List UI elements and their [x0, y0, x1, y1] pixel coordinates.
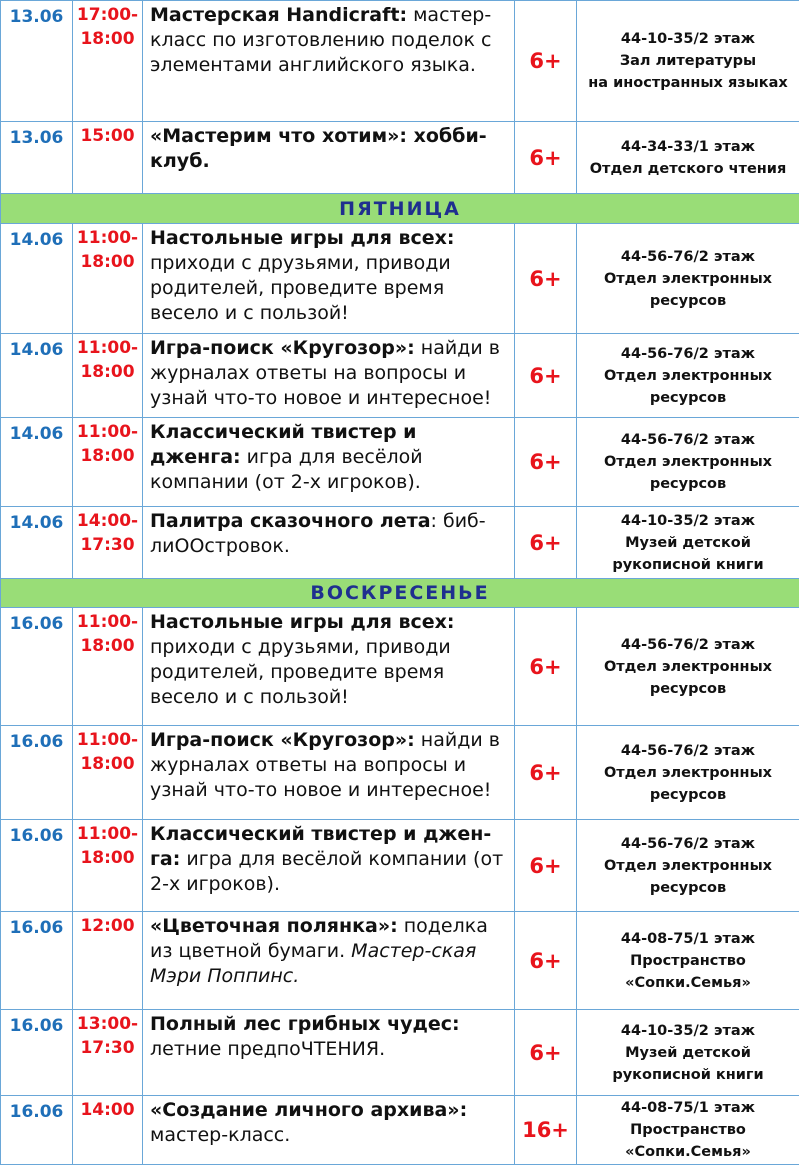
event-time [73, 912, 143, 1010]
location-place: Отдел электронных [577, 451, 799, 473]
location-place: Отдел электронных [577, 656, 799, 678]
event-title-bold: Классический твистер и дженга: [150, 421, 416, 468]
event-title [143, 507, 515, 579]
event-title-bold: «Создание личного архива»: [150, 1099, 467, 1121]
event-location [577, 1, 799, 122]
event-time-start: 11:00- [73, 822, 142, 846]
location-place-line2: ресурсов [577, 473, 799, 495]
day-label: ВОСКРЕСЕНЬЕ [1, 579, 799, 608]
event-title [143, 820, 515, 912]
age-rating: 6+ [515, 726, 577, 820]
event-time-start: 14:00- [73, 509, 142, 533]
event-date: 16.06 [1, 820, 73, 912]
location-place: Музей детской [577, 1042, 799, 1064]
event-date: 14.06 [1, 418, 73, 507]
event-time-start: 13:00- [73, 1012, 142, 1036]
event-time [73, 1, 143, 122]
event-time-start: 15:00 [73, 124, 142, 148]
event-title-rest: мастер-класс по изготовлению поделок с элементами английского языка. [150, 4, 491, 76]
location-place-line2: рукописной книги [577, 1064, 799, 1086]
location-phone: 44-56-76/2 этаж [577, 246, 799, 268]
location-phone: 44-10-35/2 этаж [577, 1020, 799, 1042]
event-time-start: 11:00- [73, 728, 142, 752]
age-rating: 6+ [515, 820, 577, 912]
event-title-bold: «Мастерим что хотим»: хобби-клуб. [150, 125, 487, 172]
age-rating: 6+ [515, 912, 577, 1010]
event-time-start: 11:00- [73, 336, 142, 360]
event-time-end: 18:00 [73, 250, 142, 274]
event-date: 14.06 [1, 334, 73, 418]
event-date: 16.06 [1, 912, 73, 1010]
event-time-end: 18:00 [73, 360, 142, 384]
event-title-rest: летние предпоЧТЕНИЯ. [150, 1038, 385, 1060]
event-date: 13.06 [1, 1, 73, 122]
event-time-start: 12:00 [73, 914, 142, 938]
event-title-bold: Игра-поиск «Кругозор»: [150, 337, 415, 359]
event-title [143, 1096, 515, 1165]
event-row [1, 418, 799, 507]
event-time-end: 18:00 [73, 27, 142, 51]
age-rating: 6+ [515, 418, 577, 507]
event-time-end: 18:00 [73, 444, 142, 468]
location-place: Отдел электронных [577, 365, 799, 387]
event-title-bold: «Цветочная полянка»: [150, 915, 398, 937]
age-rating: 6+ [515, 1010, 577, 1096]
event-title [143, 608, 515, 726]
location-place-line2: ресурсов [577, 678, 799, 700]
event-time-start: 11:00- [73, 420, 142, 444]
event-row [1, 1010, 799, 1096]
event-location [577, 912, 799, 1010]
location-place: Пространство [577, 1119, 799, 1141]
event-location [577, 122, 799, 194]
location-place: Музей детской [577, 532, 799, 554]
event-row [1, 1096, 799, 1165]
day-header-friday [1, 194, 799, 224]
location-phone: 44-56-76/2 этаж [577, 343, 799, 365]
event-title-rest: : биб-лиООстровок. [150, 510, 486, 557]
location-place-line2: «Сопки.Семья» [577, 972, 799, 994]
event-title [143, 1, 515, 122]
location-place: Отдел электронных [577, 268, 799, 290]
event-title-bold: Палитра сказочного лета [150, 510, 431, 532]
location-phone: 44-10-35/2 этаж [577, 510, 799, 532]
event-title [143, 224, 515, 334]
event-time-end: 18:00 [73, 634, 142, 658]
event-title-bold: Полный лес грибных чудес: [150, 1013, 460, 1035]
event-date: 14.06 [1, 507, 73, 579]
location-phone: 44-56-76/2 этаж [577, 740, 799, 762]
event-title [143, 334, 515, 418]
event-time [73, 224, 143, 334]
location-phone: 44-34-33/1 этаж [577, 136, 799, 158]
event-title-bold: Настольные игры для всех: [150, 611, 455, 633]
event-location [577, 507, 799, 579]
event-title [143, 912, 515, 1010]
day-label: ПЯТНИЦА [1, 194, 799, 224]
event-time [73, 418, 143, 507]
event-time [73, 726, 143, 820]
event-date: 14.06 [1, 224, 73, 334]
event-location [577, 820, 799, 912]
event-time-end: 17:30 [73, 533, 142, 557]
event-title-italic: Мастер-ская Мэри Поппинс. [150, 940, 476, 987]
event-row [1, 608, 799, 726]
event-location [577, 726, 799, 820]
event-time [73, 1096, 143, 1165]
event-title-bold: Игра-поиск «Кругозор»: [150, 729, 415, 751]
age-rating: 6+ [515, 608, 577, 726]
event-title [143, 418, 515, 507]
event-row [1, 726, 799, 820]
location-phone: 44-56-76/2 этаж [577, 429, 799, 451]
location-place-line2: рукописной книги [577, 554, 799, 576]
event-location [577, 1010, 799, 1096]
location-place-line2: ресурсов [577, 784, 799, 806]
location-place: Отдел детского чтения [577, 158, 799, 180]
event-title-rest: игра для весёлой компании (от 2-х игроков). [150, 848, 503, 895]
event-row [1, 224, 799, 334]
event-date: 16.06 [1, 608, 73, 726]
event-title [143, 122, 515, 194]
event-time-start: 11:00- [73, 226, 142, 250]
event-row [1, 122, 799, 194]
event-row [1, 820, 799, 912]
event-time [73, 608, 143, 726]
event-title-bold: Классический твистер и джен-га: [150, 823, 491, 870]
age-rating: 6+ [515, 224, 577, 334]
event-title-rest: найди в журналах ответы на вопросы и узнай что-то новое и интересное! [150, 337, 500, 409]
event-title-rest: мастер-класс. [150, 1124, 290, 1146]
event-title [143, 726, 515, 820]
event-location [577, 418, 799, 507]
location-place: Отдел электронных [577, 855, 799, 877]
location-place-line2: ресурсов [577, 877, 799, 899]
location-place-line2: «Сопки.Семья» [577, 1141, 799, 1163]
event-row [1, 1, 799, 122]
day-header-sunday [1, 579, 799, 608]
event-time-start: 17:00- [73, 3, 142, 27]
event-time-end: 18:00 [73, 846, 142, 870]
age-rating: 6+ [515, 1, 577, 122]
event-title-rest: найди в журналах ответы на вопросы и узнай что-то новое и интересное! [150, 729, 500, 801]
location-phone: 44-08-75/1 этаж [577, 928, 799, 950]
age-rating: 6+ [515, 334, 577, 418]
event-row [1, 507, 799, 579]
location-phone: 44-56-76/2 этаж [577, 833, 799, 855]
age-rating: 6+ [515, 122, 577, 194]
event-time [73, 334, 143, 418]
event-row [1, 334, 799, 418]
event-date: 16.06 [1, 726, 73, 820]
location-phone: 44-56-76/2 этаж [577, 634, 799, 656]
event-location [577, 608, 799, 726]
event-row [1, 912, 799, 1010]
event-title-rest: поделка из цветной бумаги. [150, 915, 488, 962]
event-title-bold: Настольные игры для всех: [150, 227, 455, 249]
age-rating: 16+ [515, 1096, 577, 1165]
location-phone: 44-08-75/1 этаж [577, 1097, 799, 1119]
event-title-rest: игра для весёлой компании (от 2-х игроков). [150, 446, 423, 493]
event-time-start: 14:00 [73, 1098, 142, 1122]
event-location [577, 334, 799, 418]
event-time-end: 18:00 [73, 752, 142, 776]
event-time-start: 11:00- [73, 610, 142, 634]
location-place-line2: ресурсов [577, 387, 799, 409]
event-time [73, 820, 143, 912]
event-time-end: 17:30 [73, 1036, 142, 1060]
event-title-rest: приходи с друзьями, приводи родителей, проведите время весело и с пользой! [150, 636, 451, 708]
location-phone: 44-10-35/2 этаж [577, 28, 799, 50]
location-place-line2: на иностранных языках [577, 72, 799, 94]
event-location [577, 224, 799, 334]
event-date: 16.06 [1, 1010, 73, 1096]
event-time [73, 122, 143, 194]
event-date: 16.06 [1, 1096, 73, 1165]
location-place: Зал литературы [577, 50, 799, 72]
event-title-bold: Мастерская Handicraft: [150, 4, 407, 26]
event-time [73, 1010, 143, 1096]
event-time [73, 507, 143, 579]
event-title [143, 1010, 515, 1096]
location-place: Отдел электронных [577, 762, 799, 784]
age-rating: 6+ [515, 507, 577, 579]
event-title-rest: приходи с друзьями, приводи родителей, проведите время весело и с пользой! [150, 252, 451, 324]
location-place-line2: ресурсов [577, 290, 799, 312]
event-location [577, 1096, 799, 1165]
location-place: Пространство [577, 950, 799, 972]
event-date: 13.06 [1, 122, 73, 194]
